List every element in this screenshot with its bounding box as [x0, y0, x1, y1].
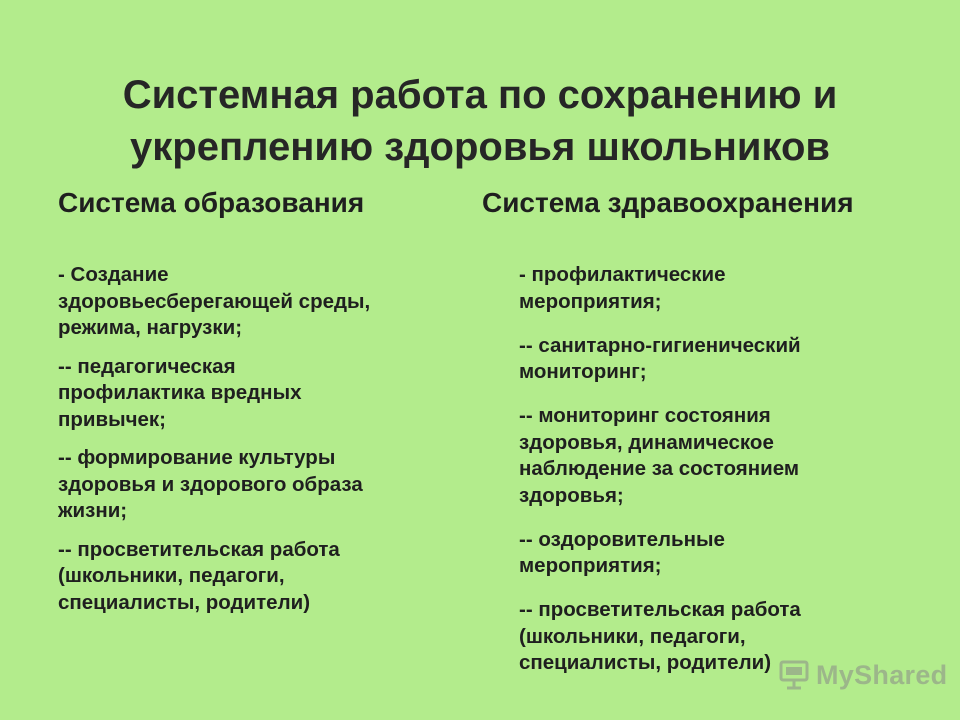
list-item: - Создание здоровьесберегающей среды, режима, нагрузки;	[58, 263, 371, 339]
list-item: -- оздоровительные мероприятия;	[519, 527, 725, 577]
slide-title: Системная работа по сохранению и укреплению здоровья школьников	[122, 72, 838, 169]
watermark-text: MyShared	[816, 659, 948, 690]
list-item: -- просветительская работа (школьники, педагоги, специалисты, родители)	[519, 598, 801, 674]
list-item: -- формирование культуры здоровья и здорового образа жизни;	[58, 446, 363, 522]
list-item: - профилактические мероприятия;	[519, 263, 726, 313]
list-item: -- просветительская работа (школьники, педагоги, специалисты, родители)	[58, 537, 340, 614]
column-heading-healthcare: Система здравоохранения	[482, 187, 854, 218]
watermark-logo	[776, 655, 947, 695]
presentation-screen-icon	[776, 657, 812, 693]
column-heading-education: Система образования	[58, 187, 365, 218]
list-item: -- санитарно-гигиенический мониторинг;	[519, 333, 801, 383]
healthcare-list	[519, 262, 864, 694]
list-item: -- мониторинг состояния здоровья, динамическое наблюдение за состоянием здоровья;	[519, 404, 800, 507]
education-list	[58, 262, 388, 628]
list-item: -- педагогическая профилактика вредных привычек;	[58, 354, 302, 431]
